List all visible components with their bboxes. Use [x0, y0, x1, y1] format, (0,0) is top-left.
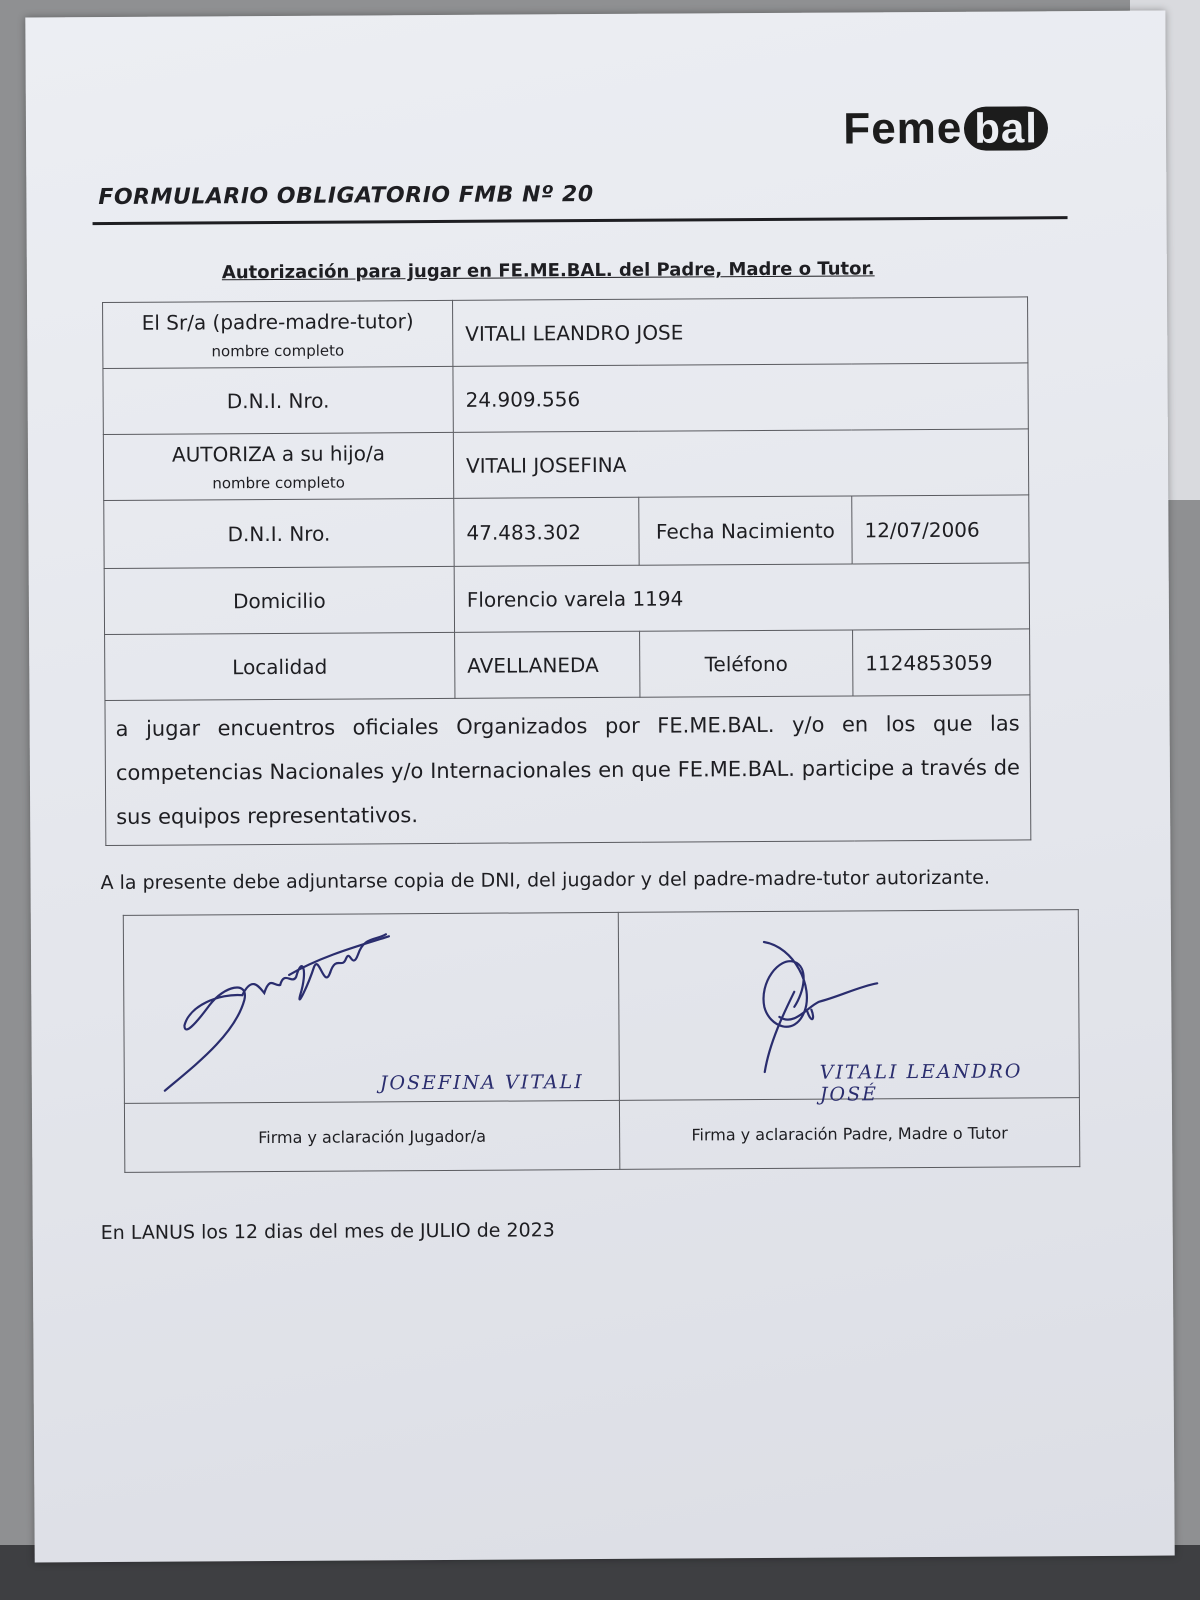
attachment-note: A la presente debe adjuntarse copia de DNI, del jugador y del padre-madre-tutor autorizante. — [100, 866, 991, 895]
table-row — [105, 629, 1030, 701]
parent-signature-box[interactable] — [618, 910, 1079, 1106]
child-sub-label: nombre completo — [212, 473, 346, 492]
parent-sub-label: nombre completo — [211, 341, 345, 360]
birth-date-label: Fecha Nacimiento — [639, 496, 852, 565]
table-row — [103, 429, 1028, 501]
parent-dni-label: D.N.I. Nro. — [103, 366, 453, 434]
femebal-logo — [843, 103, 1048, 154]
logo-text: Feme — [843, 103, 963, 154]
child-label: AUTORIZA a su hijo/a — [171, 440, 385, 467]
phone-label: Teléfono — [640, 630, 853, 697]
table-row — [105, 695, 1031, 846]
parent-signature-caption: Firma y aclaración Padre, Madre o Tutor — [619, 1098, 1079, 1170]
logo-pill: bal — [964, 106, 1048, 151]
child-name-field[interactable]: VITALI JOSEFINA — [453, 429, 1028, 499]
city-field[interactable]: AVELLANEDA — [455, 631, 640, 698]
address-field[interactable]: Florencio varela 1194 — [454, 563, 1029, 633]
table-row — [104, 495, 1029, 569]
table-row — [104, 563, 1029, 635]
child-dni-label: D.N.I. Nro. — [104, 498, 454, 568]
address-label: Domicilio — [104, 566, 454, 634]
child-label-cell — [103, 432, 453, 500]
birth-date-field[interactable]: 12/07/2006 — [852, 495, 1029, 564]
parent-label: El Sr/a (padre-madre-tutor) — [141, 308, 414, 335]
city-label: Localidad — [105, 632, 455, 700]
player-clarification: JOSEFINA VITALI — [379, 1071, 584, 1095]
table-row — [103, 363, 1028, 435]
header-divider — [93, 216, 1068, 225]
parent-dni-field[interactable]: 24.909.556 — [453, 363, 1028, 433]
signature-table — [123, 909, 1081, 1173]
place-and-date: En LANUS los 12 dias del mes de JULIO de 2023 — [100, 1219, 555, 1245]
player-signature-caption: Firma y aclaración Jugador/a — [124, 1100, 619, 1172]
form-code: FORMULARIO OBLIGATORIO FMB Nº 20 — [98, 182, 594, 211]
table-row — [103, 297, 1028, 369]
authorization-table — [102, 296, 1031, 846]
player-signature-box[interactable] — [123, 912, 619, 1103]
table-row — [123, 910, 1079, 1104]
authorization-text: a jugar encuentros oficiales Organizados por FE.ME.BAL. y/o en los que las competencias Nacionales y/o Internacionales en que FE.ME.BAL. participe a través de sus equipos representativos. — [105, 695, 1031, 846]
child-dni-field[interactable]: 47.483.302 — [454, 497, 639, 566]
parent-label-cell — [103, 300, 453, 368]
document-title: Autorización para jugar en FE.ME.BAL. del Padre, Madre o Tutor. — [221, 258, 875, 284]
parent-clarification: VITALI LEANDRO JOSÉ — [819, 1060, 1023, 1106]
table-row — [124, 1098, 1079, 1173]
parent-name-field[interactable]: VITALI LEANDRO JOSE — [453, 297, 1028, 367]
form-page — [25, 11, 1174, 1563]
phone-field[interactable]: 1124853059 — [853, 629, 1030, 696]
